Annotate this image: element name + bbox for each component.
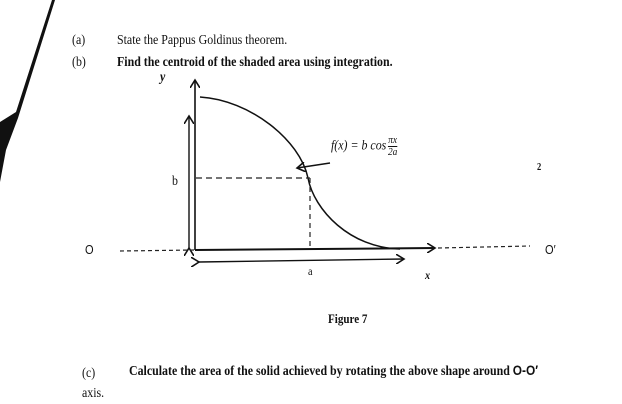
page-edge-shadow: [0, 0, 55, 182]
side-number: 2: [537, 162, 542, 173]
question-c-label: (c): [82, 366, 96, 381]
fraction-numerator: πx: [388, 134, 398, 146]
a-label: a: [308, 264, 313, 278]
question-c-body: Calculate the area of the solid achieved by rotating the above shape around: [129, 364, 510, 379]
function-pointer-arrow: [297, 163, 330, 168]
y-axis-label: y: [160, 70, 166, 85]
a-dimension-arrow: [199, 259, 404, 262]
question-a-label: (a): [72, 33, 86, 48]
question-b-label: (b): [72, 55, 86, 70]
b-label: b: [172, 174, 178, 189]
x-axis-label: x: [425, 268, 431, 282]
question-a-text: State the Pappus Goldinus theorem.: [117, 33, 288, 48]
function-label: [331, 135, 397, 158]
origin-left-label: O: [85, 242, 94, 257]
question-c-continuation: axis.: [82, 386, 105, 401]
question-b-text: Find the centroid of the shaded area using integration.: [117, 55, 393, 70]
fraction-denominator: 2a: [387, 146, 398, 158]
function-fraction: [388, 135, 397, 158]
function-expression: f(x) = b cos: [331, 138, 387, 154]
origin-right-label: O′: [545, 242, 556, 257]
o-o-axis-right: [438, 246, 530, 248]
figure-caption: Figure 7: [328, 311, 368, 326]
o-o-axis-left: [120, 250, 195, 251]
axis-name: O-O′: [512, 362, 539, 378]
question-c-text: [129, 362, 538, 380]
curve-f-x: [200, 97, 400, 249]
